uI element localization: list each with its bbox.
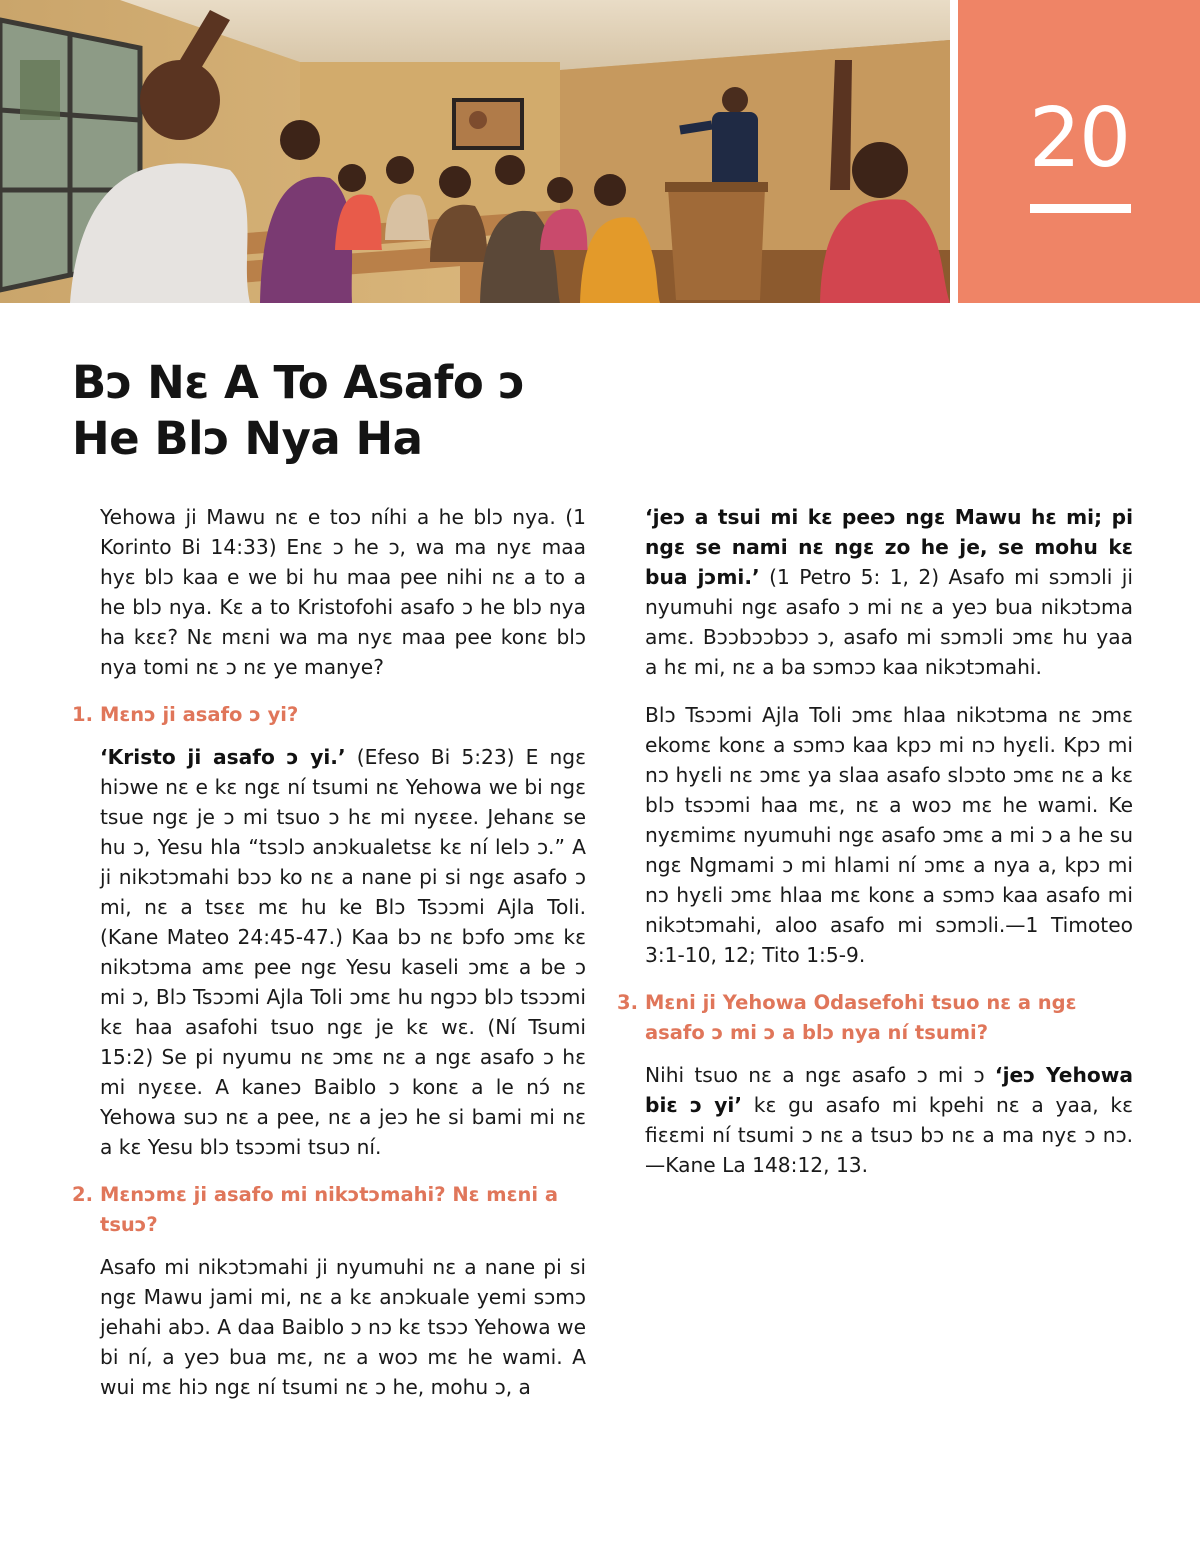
- page-title-line1: Bɔ Nɛ A To Asafo ɔ: [72, 356, 525, 409]
- answer-3-text-b: kɛ gu asafo mi kpehi nɛ a yaa, kɛ fiɛɛmi ní tsumi ɔ nɛ a tsuɔ bɔ nɛ a ma nyɛ ɔ nɔ.—Kane La 148:12, 13.: [645, 1093, 1133, 1177]
- lesson-number-box: [958, 0, 1200, 303]
- answer-1-emphasis: ‘Kristo ji asafo ɔ yi.’: [100, 745, 346, 769]
- answer-2-paragraph-2: Blɔ Tsɔɔmi Ajla Toli ɔmɛ hlaa nikɔtɔma nɛ ɔmɛ ekomɛ konɛ a sɔmɔ kaa kpɔ mi nɔ hyɛli. Kpɔ mi nɔ hyɛli nɛ ɔmɛ ya slaa asafo slɔɔto ɔmɛ nɛ a kɛ blɔ tsɔɔmi haa mɛ, nɛ a woɔ mɛ he wami. Ke nyɛmimɛ nyumuhi ngɛ asafo ɔmɛ a mi ɔ a he su ngɛ Ngmami ɔ mi hlami ní ɔmɛ a nya a, kpɔ mi nɔ hyɛli ɔmɛ hlaa mɛ konɛ a sɔmɔ kaa asafo mi nikɔtɔmahi, aloo asafo mi sɔmɔli.—1 Timoteo 3:1-10, 12; Tito 1:5-9.: [645, 703, 1133, 967]
- answer-3-paragraph: [645, 1060, 1133, 1180]
- congregation-meeting-photo: [0, 0, 950, 303]
- question-2-text: Mɛnɔmɛ ji asafo mi nikɔtɔmahi? Nɛ mɛni a tsuɔ?: [100, 1183, 558, 1236]
- answer-2-continued: [645, 502, 1133, 682]
- question-3-text: Mɛni ji Yehowa Odasefohi tsuo nɛ a ngɛ asafo ɔ mi ɔ a blɔ nya ní tsumi?: [645, 991, 1077, 1044]
- answer-2-text-a: Asafo mi nikɔtɔmahi ji nyumuhi nɛ a nane pi si ngɛ Mawu jami mi, nɛ a kɛ anɔkuale yemi sɔmɔ jehahi abɔ. A daa Baiblo ɔ nɔ kɛ tsɔɔ Yehowa we bi ní, a yeɔ bua mɛ, nɛ a woɔ mɛ he wami. A wui mɛ hiɔ ngɛ ní tsumi nɛ ɔ he, mohu ɔ, a: [100, 1255, 586, 1399]
- answer-2-emphasis: ‘jeɔ a tsui mi kɛ peeɔ ngɛ Mawu hɛ mi; pi ngɛ se nami nɛ ngɛ zo he je, se mohu kɛ bua jɔmi.’: [645, 505, 1133, 589]
- answer-3-text-a: Nihi tsuo nɛ a ngɛ asafo ɔ mi ɔ: [645, 1063, 995, 1087]
- answer-2-text-b: (1 Petro 5: 1, 2) Asafo mi sɔmɔli ji nyumuhi ngɛ asafo ɔ mi nɛ a yeɔ bua nikɔtɔma amɛ. Bɔɔbɔɔbɔɔ ɔ, asafo mi sɔmɔli ɔmɛ hu yaa a hɛ mi, nɛ a ba sɔmɔɔ kaa nikɔtɔmahi.: [645, 565, 1133, 679]
- intro-paragraph: Yehowa ji Mawu nɛ e toɔ níhi a he blɔ nya. (1 Korinto Bi 14:33) Enɛ ɔ he ɔ, wa ma nyɛ maa hyɛ blɔ kaa e we bi hu maa pee nihi nɛ a to a he blɔ nya. Kɛ a to Kristofohi asafo ɔ he blɔ nya ha kɛɛ? Nɛ mɛni wa ma nyɛ maa pee konɛ blɔ nya tomi nɛ ɔ nɛ ye manye?: [100, 505, 586, 679]
- answer-2-paragraph: [100, 1252, 586, 1402]
- page-title: [72, 355, 672, 467]
- question-1-heading: [72, 700, 586, 730]
- question-3-heading: [617, 988, 1133, 1048]
- meeting-hall-illustration: [0, 0, 950, 303]
- answer-1-paragraph: [100, 742, 586, 1162]
- right-column: [617, 502, 1134, 1198]
- question-2-number: 2.: [72, 1183, 93, 1206]
- lesson-number: 20: [1028, 91, 1130, 186]
- page-title-line2: He Blɔ Nya Ha: [72, 412, 423, 465]
- answer-3-emphasis: ‘jeɔ Yehowa biɛ ɔ yi’: [645, 1063, 1134, 1117]
- answer-1-text: (Efeso Bi 5:23) E ngɛ hiɔwe nɛ e kɛ ngɛ ní tsumi nɛ Yehowa we bi ngɛ tsue ngɛ je ɔ mi tsuo ɔ hɛ mi nyɛɛe. Jehanɛ se hu ɔ, Yesu hla “tsɔlɔ anɔkualetsɛ kɛ ní lelɔ ɔ.” A ji nikɔtɔmahi bɔɔ ko nɛ a nane pi si ngɛ asafo ɔ mi, nɛ a tsɛɛ mɛ hu ke Blɔ Tsɔɔmi Ajla Toli. (Kane Mateo 24:45-47.) Kaa bɔ nɛ bɔfo ɔmɛ kɛ nikɔtɔma amɛ pee ngɛ Yesu kaseli ɔmɛ a be ɔ mi ɔ, Blɔ Tsɔɔmi Ajla Toli ɔmɛ hu ngɔɔ blɔ tsɔɔmi kɛ haa asafohi tsuo ngɛ je kɛ wɛ. (Ní Tsumi 15:2) Se pi nyumu nɛ ɔmɛ nɛ a ngɛ asafo ɔ hɛ mi nyɛɛe. A kaneɔ Baiblo ɔ konɛ a le nɔ́ nɛ Yehowa suɔ nɛ a pee, nɛ a jeɔ he si bami mi nɛ a kɛ Yesu blɔ tsɔɔmi tsuɔ ní.: [100, 745, 586, 1159]
- lesson-number-underline: [1030, 204, 1131, 213]
- question-2-heading: [72, 1180, 586, 1240]
- question-3-number: 3.: [617, 991, 638, 1014]
- question-1-number: 1.: [72, 703, 93, 726]
- left-column: [72, 502, 586, 1402]
- question-1-text: Mɛnɔ ji asafo ɔ yi?: [100, 703, 299, 726]
